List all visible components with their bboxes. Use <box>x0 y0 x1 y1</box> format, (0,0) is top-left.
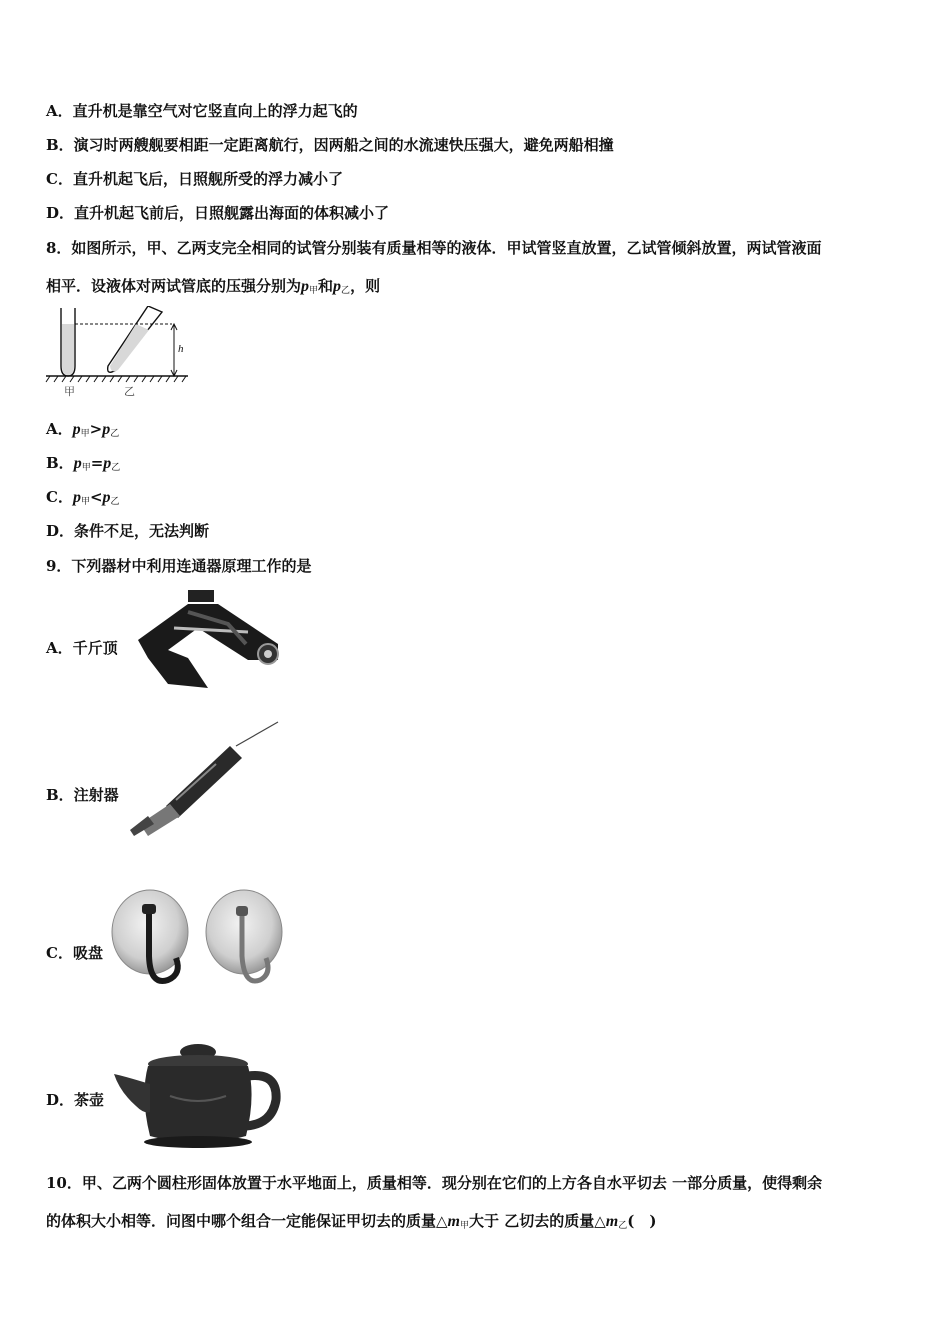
q8-option-a: A．$p_甲>p_乙$ <box>46 420 120 439</box>
q10-stem-text: 的体积大小相等．问图中哪个组合一定能保证甲切去的质量△ <box>46 1212 448 1230</box>
subscript-jia: 甲 <box>309 286 319 296</box>
label-yi: 乙 <box>124 385 135 398</box>
q8-stem-line1: 8．如图所示，甲、乙两支完全相同的试管分别装有质量相等的液体．甲试管竖直放置，乙试管倾斜放置，两试管液面 <box>46 239 822 257</box>
subscript-yi: 乙 <box>618 1221 628 1231</box>
syringe-image <box>126 720 282 840</box>
q9-option-c: C．吸盘 <box>46 944 103 962</box>
tube-yi <box>108 306 162 372</box>
answer-blank: ( ) <box>627 1212 657 1230</box>
q7-option-c: C．直升机起飞后，日照舰所受的浮力减小了 <box>46 170 343 188</box>
conjunction: 和 <box>318 277 334 295</box>
suction-cup-image <box>110 886 290 994</box>
height-label: h <box>178 343 184 355</box>
car-jack-image <box>128 588 290 690</box>
q8-stem-end: ，则 <box>350 277 381 295</box>
mass-symbol: m <box>447 1213 460 1230</box>
q7-option-d: D．直升机起飞前后，日照舰露出海面的体积减小了 <box>46 204 390 222</box>
q10-stem-line1: 10．甲、乙两个圆柱形固体放置于水平地面上，质量相等．现分别在它们的上方各自水平切去 一部分质量，使得剩余 <box>46 1174 823 1192</box>
q9-option-a: A．千斤顶 <box>46 639 118 657</box>
q7-option-a: A．直升机是靠空气对它竖直向上的浮力起飞的 <box>46 102 358 120</box>
q7-option-b: B．演习时两艘舰要相距一定距离航行，因两船之间的水流速快压强大，避免两船相撞 <box>46 136 614 154</box>
q8-option-b: B．$p_甲=p_乙$ <box>46 454 121 473</box>
q9-option-d: D．茶壶 <box>46 1091 105 1109</box>
q10-stem-line2 <box>46 1211 656 1236</box>
q10-stem-mid: 大于 乙切去的质量△ <box>469 1212 606 1230</box>
subscript-yi: 乙 <box>341 286 351 296</box>
mass-symbol: m <box>605 1213 619 1230</box>
teapot-image <box>110 1036 286 1152</box>
q9-option-b: B．注射器 <box>46 786 119 804</box>
q8-stem-text: 相平．设液体对两试管底的压强分别为 <box>46 277 302 295</box>
pressure-symbol: p <box>333 278 342 295</box>
q8-option-c: C．$p_甲<p_乙$ <box>46 488 120 507</box>
pressure-symbol: p <box>301 278 310 295</box>
label-jia: 甲 <box>64 385 75 398</box>
q9-stem: 9．下列器材中利用连通器原理工作的是 <box>46 557 312 575</box>
q8-stem-line2 <box>46 276 380 301</box>
q8-option-d: D．条件不足，无法判断 <box>46 522 210 540</box>
subscript-jia: 甲 <box>460 1221 470 1231</box>
